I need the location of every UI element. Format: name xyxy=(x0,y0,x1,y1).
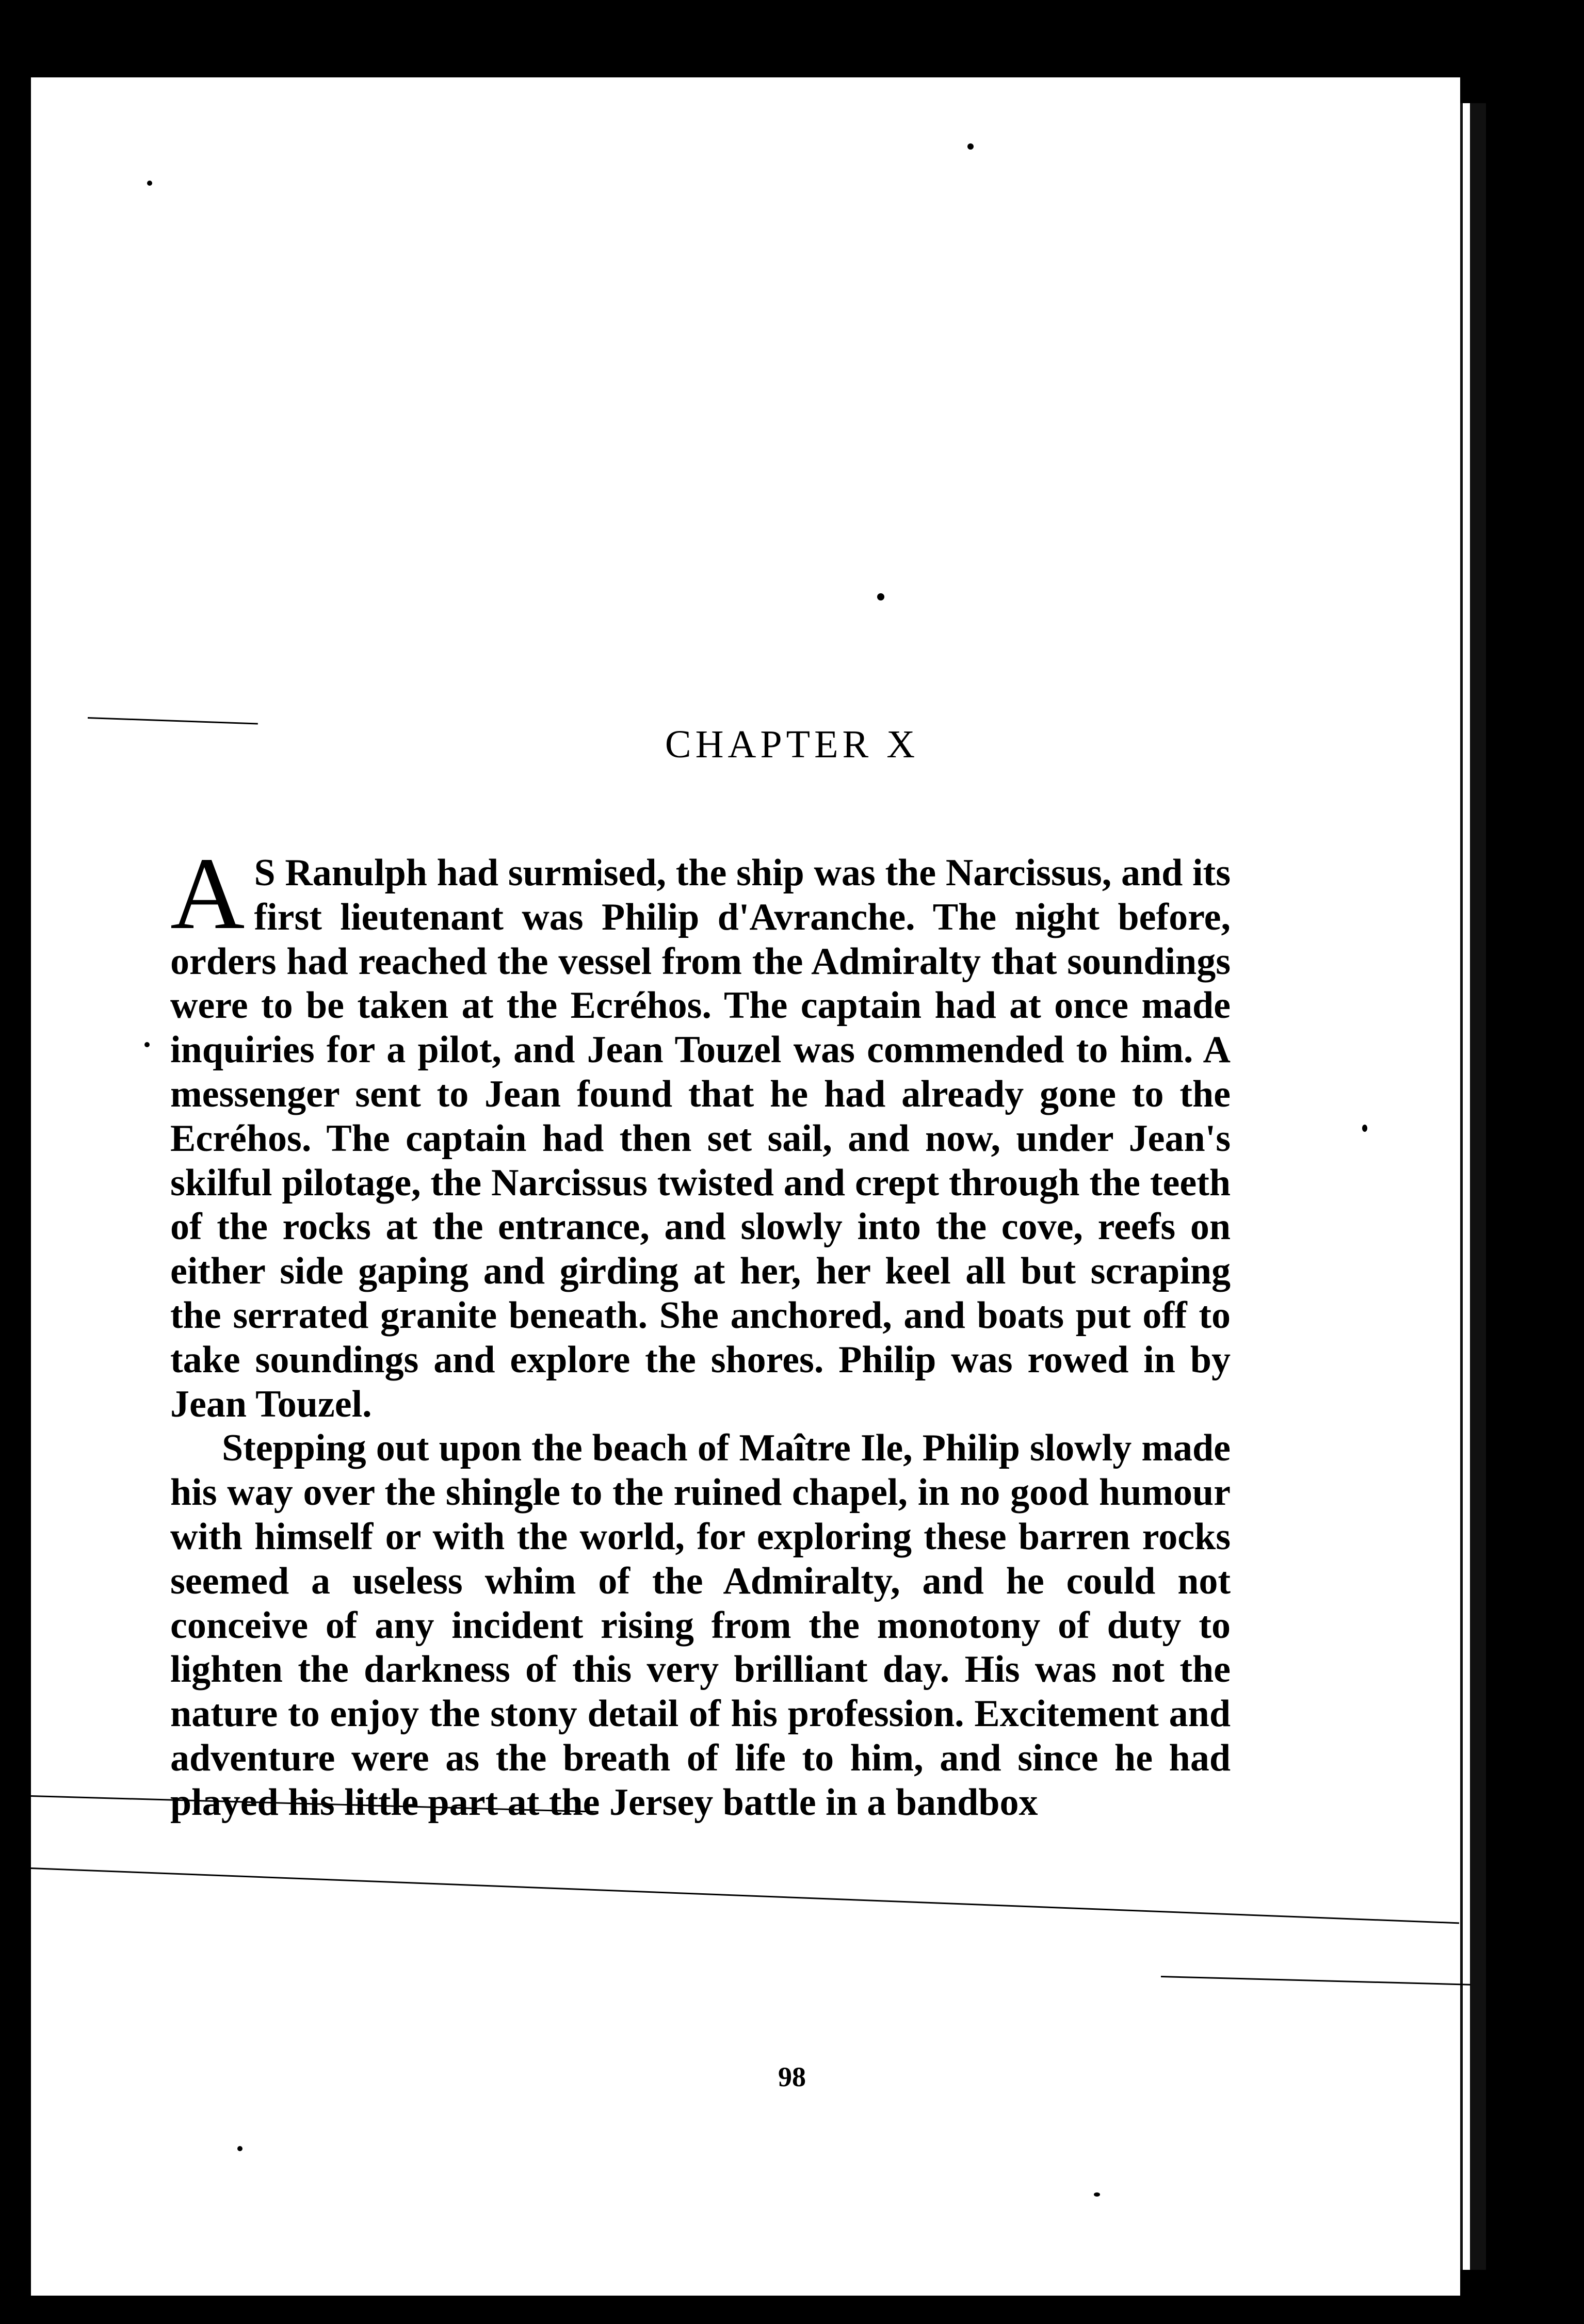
paragraph-1-text: S Ranulph had surmised, the ship was the Narcissus, and its first lieutenant was Philip d'Avranche. The night before, orders had reached the vessel from the Admiralty that soundings were to be taken at the Ecréhos. The captain had at once made inquiries for a pilot, and Jean Touzel was commended to him. A messenger sent to Jean found that he had already gone to the Ecréhos. The captain had then set sail, and now, under Jean's skilful pilotage, the Narcissus twisted and crept through the teeth of the rocks at the entrance, and slowly into the cove, reefs on either side gaping and girding at her, her keel all but scraping the serrated granite beneath. She anchored, and boats put off to take soundings and explore the shores. Philip was rowed in by Jean Touzel. xyxy=(170,852,1231,1425)
scan-speck xyxy=(144,1042,150,1047)
chapter-heading: CHAPTER X xyxy=(665,723,919,766)
scan-speck xyxy=(877,593,884,600)
page-edge-strip xyxy=(1463,103,1470,2270)
page-number: 98 xyxy=(778,2061,806,2092)
paragraph-1 xyxy=(170,837,1231,1426)
scan-speck xyxy=(1362,1125,1367,1132)
scan-speck xyxy=(147,181,152,186)
paragraph-2: Stepping out upon the beach of Maître Ile, Philip slowly made his way over the shingle to the ruined chapel, in no good humour with himself or with the world, for exploring these barren rocks seemed a useless whim of the Admiralty, and he could not conceive of any incident rising from the monotony of duty to lighten the darkness of this very brilliant day. His was not the nature to enjoy the stony detail of his profession. Excitement and adventure were as the breath of life to him, and since he had played his little part at the Jersey battle in a bandbox xyxy=(170,1427,1231,1824)
scan-speck xyxy=(237,2146,243,2151)
scan-speck xyxy=(1094,2192,1100,2197)
drop-cap: A xyxy=(170,837,245,951)
body-text xyxy=(170,837,1231,1825)
scan-speck xyxy=(967,143,974,150)
